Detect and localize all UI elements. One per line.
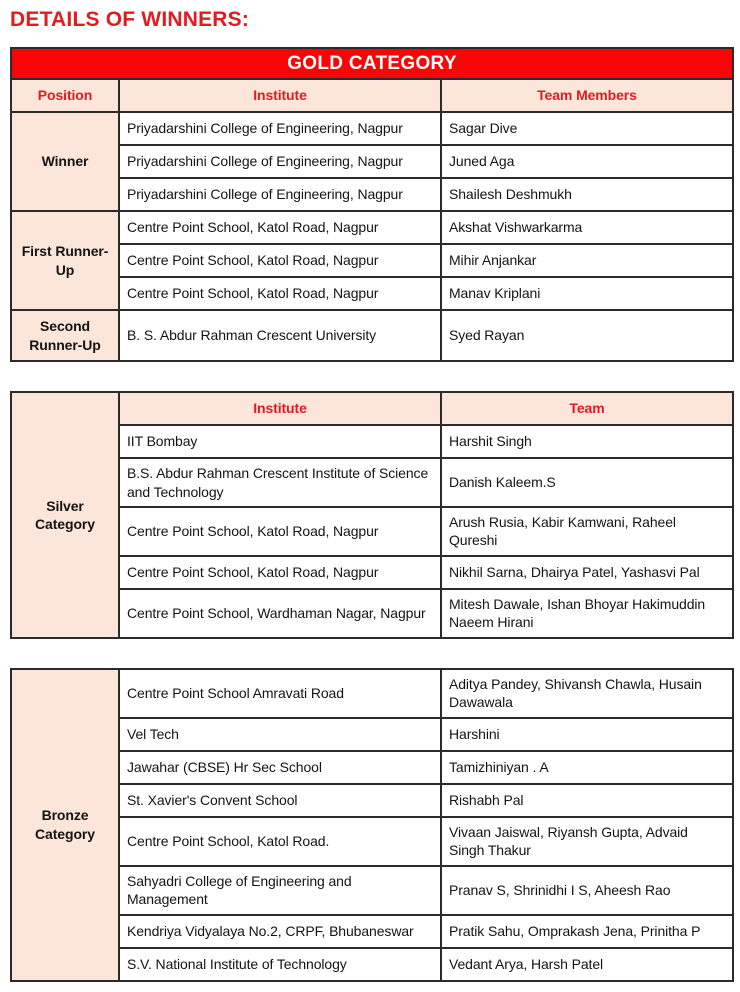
table-row [11, 458, 733, 507]
institute-cell: Centre Point School, Katol Road, Nagpur [119, 277, 441, 310]
member-cell: Akshat Vishwarkarma [441, 211, 733, 244]
category-cell: Silver Category [11, 392, 119, 638]
bronze-category-rows [11, 669, 733, 981]
gold-category-rows [11, 112, 733, 361]
table-row [11, 915, 733, 948]
institute-cell: Priyadarshini College of Engineering, Nagpur [119, 145, 441, 178]
table-row [11, 425, 733, 458]
table-row [11, 310, 733, 361]
team-cell: Rishabh Pal [441, 784, 733, 817]
silver-category-rows [11, 392, 733, 638]
institute-cell: Centre Point School, Wardhaman Nagar, Nagpur [119, 589, 441, 638]
team-cell: Vivaan Jaiswal, Riyansh Gupta, Advaid Singh Thakur [441, 817, 733, 866]
position-cell: Winner [11, 112, 119, 211]
table-row [11, 112, 733, 145]
gold-category-table [10, 47, 734, 362]
member-cell: Syed Rayan [441, 310, 733, 361]
member-cell: Mihir Anjankar [441, 244, 733, 277]
team-cell: Pranav S, Shrinidhi I S, Aheesh Rao [441, 866, 733, 915]
team-cell: Aditya Pandey, Shivansh Chawla, Husain Dawawala [441, 669, 733, 718]
team-cell: Pratik Sahu, Omprakash Jena, Prinitha P [441, 915, 733, 948]
team-cell: Arush Rusia, Kabir Kamwani, Raheel Qureshi [441, 507, 733, 556]
institute-cell: Centre Point School, Katol Road, Nagpur [119, 507, 441, 556]
institute-cell: Priyadarshini College of Engineering, Nagpur [119, 112, 441, 145]
institute-cell: Jawahar (CBSE) Hr Sec School [119, 751, 441, 784]
table-row [11, 277, 733, 310]
column-header-position: Position [11, 79, 119, 112]
table-row [11, 145, 733, 178]
column-header-team: Team [441, 392, 733, 425]
table-row [11, 948, 733, 981]
table-row [11, 589, 733, 638]
team-cell: Mitesh Dawale, Ishan Bhoyar Hakimuddin Naeem Hirani [441, 589, 733, 638]
institute-cell: Sahyadri College of Engineering and Management [119, 866, 441, 915]
table-row [11, 507, 733, 556]
column-header-institute: Institute [119, 79, 441, 112]
table-row [11, 718, 733, 751]
bronze-category-table [10, 668, 734, 982]
page-title: DETAILS OF WINNERS: [10, 8, 250, 31]
team-cell: Harshit Singh [441, 425, 733, 458]
position-cell: Second Runner-Up [11, 310, 119, 361]
category-cell: Bronze Category [11, 669, 119, 981]
team-cell: Tamizhiniyan . A [441, 751, 733, 784]
institute-cell: Centre Point School, Katol Road, Nagpur [119, 556, 441, 589]
member-cell: Sagar Dive [441, 112, 733, 145]
table-row [11, 178, 733, 211]
position-cell: First Runner-Up [11, 211, 119, 310]
institute-cell: IIT Bombay [119, 425, 441, 458]
table-row [11, 669, 733, 718]
member-cell: Shailesh Deshmukh [441, 178, 733, 211]
institute-cell: Centre Point School, Katol Road. [119, 817, 441, 866]
institute-cell: Centre Point School, Katol Road, Nagpur [119, 211, 441, 244]
table-row [11, 817, 733, 866]
table-row [11, 784, 733, 817]
institute-cell: Priyadarshini College of Engineering, Nagpur [119, 178, 441, 211]
table-row [11, 556, 733, 589]
table-row [11, 211, 733, 244]
team-cell: Harshini [441, 718, 733, 751]
column-header-row [11, 79, 733, 112]
column-header-team-members: Team Members [441, 79, 733, 112]
institute-cell: B. S. Abdur Rahman Crescent University [119, 310, 441, 361]
member-cell: Manav Kriplani [441, 277, 733, 310]
institute-cell: Vel Tech [119, 718, 441, 751]
institute-cell: S.V. National Institute of Technology [119, 948, 441, 981]
member-cell: Juned Aga [441, 145, 733, 178]
institute-cell: St. Xavier's Convent School [119, 784, 441, 817]
institute-cell: Kendriya Vidyalaya No.2, CRPF, Bhubaneswar [119, 915, 441, 948]
team-cell: Nikhil Sarna, Dhairya Patel, Yashasvi Pal [441, 556, 733, 589]
institute-cell: Centre Point School, Katol Road, Nagpur [119, 244, 441, 277]
team-cell: Vedant Arya, Harsh Patel [441, 948, 733, 981]
table-row [11, 244, 733, 277]
institute-cell: B.S. Abdur Rahman Crescent Institute of Science and Technology [119, 458, 441, 507]
institute-cell: Centre Point School Amravati Road [119, 669, 441, 718]
gold-category-title: GOLD CATEGORY [11, 48, 733, 79]
team-cell: Danish Kaleem.S [441, 458, 733, 507]
gold-category-band-row [11, 48, 733, 79]
table-row [11, 866, 733, 915]
column-header-row [11, 392, 733, 425]
silver-category-table [10, 391, 734, 639]
table-row [11, 751, 733, 784]
column-header-institute: Institute [119, 392, 441, 425]
